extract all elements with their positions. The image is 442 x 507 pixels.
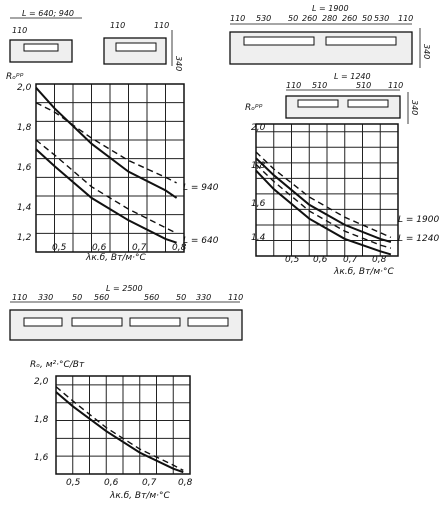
section-c-insulation-left — [298, 100, 338, 107]
section-a-length-label: L = 640; 940 — [22, 9, 75, 18]
section-b-segment-2: 530 — [256, 14, 272, 23]
section-b-segment-8: 530 — [374, 14, 390, 23]
chart-1-xtick-2: 0,6 — [92, 243, 107, 253]
chart-1-ytick-1: 2,0 — [17, 83, 32, 93]
section-c-height: 340 — [410, 100, 419, 116]
chart-3-ytick-2: 1,8 — [34, 415, 49, 425]
chart-1-xtick-3: 0,7 — [132, 243, 147, 253]
section-b-segment-4: 260 — [302, 14, 318, 23]
chart-3-plot-area — [56, 376, 190, 474]
chart-2-series-label-2: L = 1240 — [398, 234, 440, 244]
section-b-length-label: L = 1900 — [312, 4, 349, 13]
section-c-length-label: L = 1240 — [334, 72, 371, 81]
section-c-segment-1: 110 — [286, 81, 302, 90]
chart-2-xtick-2: 0,6 — [313, 255, 328, 265]
chart-1-ylabel: Rₒᵖᵖ — [6, 72, 24, 82]
section-d-segment-2: 330 — [38, 293, 54, 302]
chart-3-ytick-3: 1,6 — [34, 453, 49, 463]
section-b-segment-7: 50 — [362, 14, 373, 23]
section-a — [10, 9, 183, 71]
chart-3-series-2-line — [56, 387, 183, 471]
section-d-segment-8: 110 — [228, 293, 244, 302]
chart-3-xtick-2: 0,6 — [104, 478, 119, 488]
chart-3-xtick-1: 0,5 — [66, 478, 81, 488]
chart-2-series-1-line — [256, 158, 391, 242]
chart-1-ytick-4: 1,4 — [17, 203, 32, 213]
section-a-right-segment-1: 110 — [110, 21, 126, 30]
section-d-segment-5: 560 — [144, 293, 160, 302]
chart-2-xtick-3: 0,7 — [343, 255, 358, 265]
section-c-segment-4: 110 — [388, 81, 404, 90]
section-a-right-segment-2: 110 — [154, 21, 170, 30]
section-c-segment-3: 510 — [356, 81, 372, 90]
section-b-insulation-left — [244, 37, 314, 45]
chart-2-ylabel: Rₒᵖᵖ — [245, 103, 263, 113]
section-d-insulation-3 — [130, 318, 180, 326]
chart-1-ytick-5: 1,2 — [17, 233, 32, 243]
chart-2-xtick-4: 0,8 — [372, 255, 387, 265]
chart-3-xtick-3: 0,7 — [142, 478, 157, 488]
chart-3-ylabel: Rₒ, м²·°С/Вт — [30, 360, 85, 370]
section-d-length-label: L = 2500 — [106, 284, 143, 293]
chart-1-series-1-line — [36, 88, 177, 198]
section-b-segment-5: 280 — [322, 14, 338, 23]
chart-1-series-label-1: L = 940 — [183, 183, 219, 193]
section-a-height: 340 — [174, 56, 183, 72]
chart-1-series-2-line — [36, 103, 177, 183]
section-b-segment-9: 110 — [398, 14, 414, 23]
chart-2-series-label-1: L = 1900 — [398, 215, 440, 225]
section-d-segment-4: 560 — [94, 293, 110, 302]
chart-1 — [6, 72, 219, 263]
section-b — [230, 4, 431, 68]
chart-2-ytick-1: 2,0 — [251, 123, 266, 133]
section-b-segment-6: 260 — [342, 14, 358, 23]
section-c-insulation-right — [348, 100, 388, 107]
section-d-insulation-2 — [72, 318, 122, 326]
section-c-segment-2: 510 — [312, 81, 328, 90]
chart-1-xtick-4: 0,8 — [172, 243, 187, 253]
chart-1-xlabel: λк.б, Вт/м·°С — [86, 253, 146, 263]
section-d — [10, 284, 243, 340]
chart-1-ytick-3: 1,6 — [17, 163, 32, 173]
section-b-segment-3: 50 — [288, 14, 299, 23]
section-a-left-segment: 110 — [12, 26, 28, 35]
section-d-segment-7: 330 — [196, 293, 212, 302]
section-d-segment-3: 50 — [72, 293, 83, 302]
section-b-insulation-right — [326, 37, 396, 45]
section-d-insulation-4 — [188, 318, 228, 326]
chart-1-xtick-1: 0,5 — [52, 243, 67, 253]
chart-1-plot-area — [36, 84, 184, 252]
section-b-height: 340 — [422, 44, 431, 60]
chart-3-xtick-4: 0,8 — [178, 478, 193, 488]
chart-1-ytick-2: 1,8 — [17, 123, 32, 133]
chart-3-ytick-1: 2,0 — [34, 377, 49, 387]
section-a-right-insulation — [116, 43, 156, 51]
section-d-insulation-1 — [24, 318, 62, 326]
section-c — [286, 72, 419, 124]
section-d-segment-1: 110 — [12, 293, 28, 302]
section-d-segment-6: 50 — [176, 293, 187, 302]
chart-2-ytick-2: 1,8 — [251, 161, 266, 171]
chart-2-plot-area — [256, 124, 398, 256]
section-a-left-insulation — [24, 44, 58, 51]
chart-2-ytick-4: 1,4 — [251, 233, 266, 243]
section-b-segment-1: 110 — [230, 14, 246, 23]
chart-2-xtick-1: 0,5 — [285, 255, 300, 265]
chart-3-xlabel: λк.б, Вт/м·°С — [110, 491, 170, 501]
chart-2-ytick-3: 1,6 — [251, 199, 266, 209]
chart-2-xlabel: λк.б, Вт/м·°С — [334, 267, 394, 277]
chart-1-series-label-2: L = 640 — [183, 236, 219, 246]
